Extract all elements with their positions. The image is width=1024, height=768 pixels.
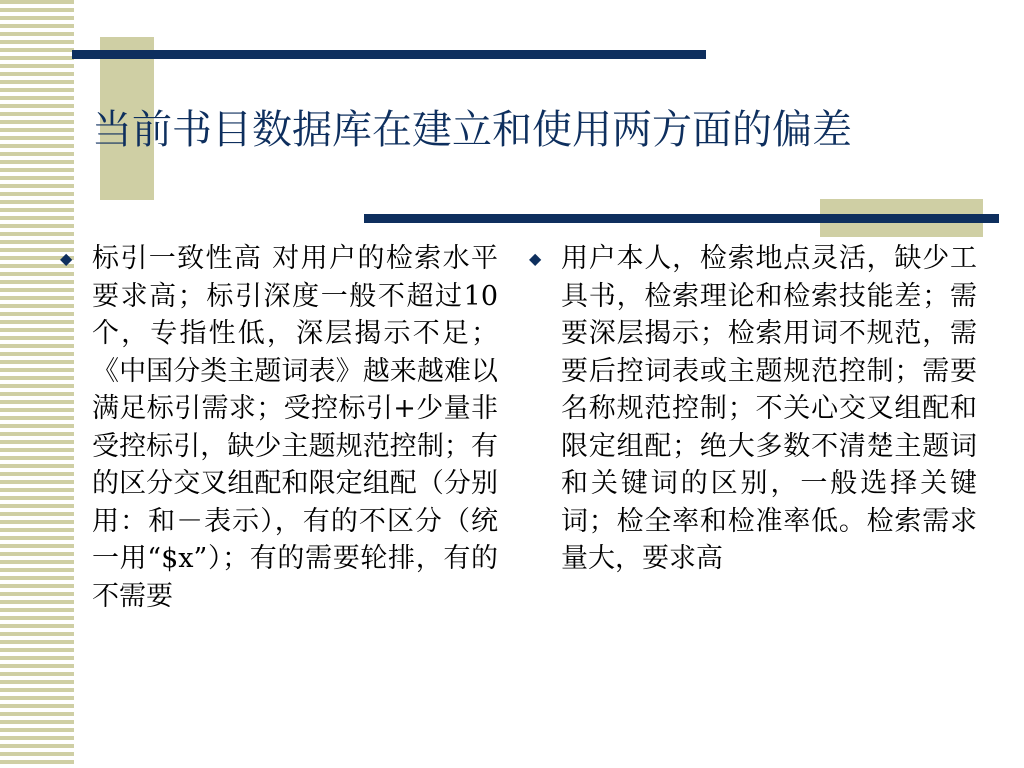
diamond-bullet-icon: ◆ <box>60 249 73 268</box>
bullet-text: 标引一致性高 对用户的检索水平要求高；标引深度一般不超过10个，专指性低，深层揭示不足；《中国分类主题词表》越来越难以满足标引需求；受控标引+少量非受控标引，缺少主题规范控制；有的区分交叉组配和限定组配（分别用：和－表示），有的不区分（统一用“$x”）；有的需要轮排，有的不需要 <box>92 243 498 612</box>
title-rule-top <box>72 50 706 59</box>
slide-title: 当前书目数据库在建立和使用两方面的偏差 <box>92 107 852 153</box>
bullet-item <box>527 240 977 578</box>
bullet-column-right <box>527 240 977 578</box>
bullet-text: 用户本人，检索地点灵活，缺少工具书，检索理论和检索技能差；需要深层揭示；检索用词不规范，需要后控词表或主题规范控制；需要名称规范控制；不关心交叉组配和限定组配；绝大多数不清楚主题词和关键词的区别，一般选择关键词；检全率和检准率低。检索需求量大，要求高 <box>561 243 977 574</box>
diamond-bullet-icon: ◆ <box>529 249 542 268</box>
bullet-item <box>58 240 498 615</box>
bullet-column-left <box>58 240 498 615</box>
title-rule-bottom <box>364 214 999 223</box>
